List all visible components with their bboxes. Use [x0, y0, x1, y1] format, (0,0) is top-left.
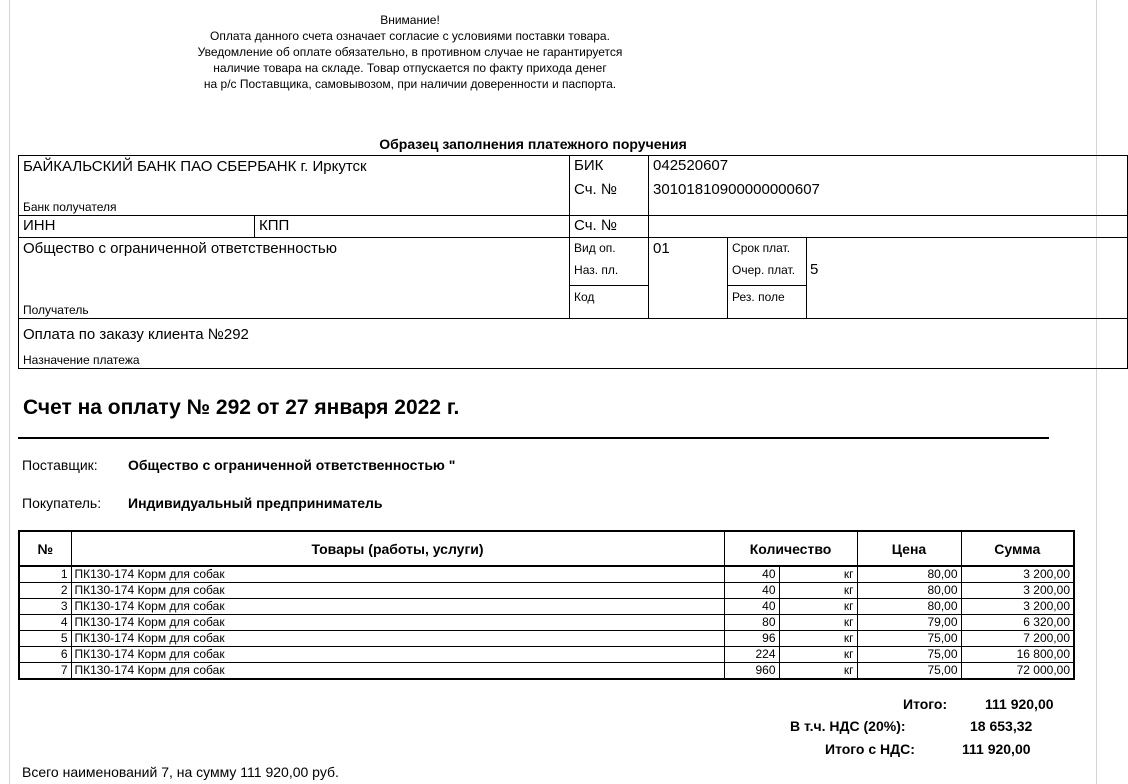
srok-plat-label: Срок плат. [728, 237, 807, 261]
row-product-name: ПК130-174 Корм для собак [71, 583, 724, 599]
row-price: 75,00 [857, 631, 961, 647]
naz-pl-label: Наз. пл. [570, 261, 649, 286]
account-label: Сч. № [570, 215, 649, 237]
warning-line: наличие товара на складе. Товар отпускается по факту прихода денег [213, 61, 607, 75]
row-unit: кг [779, 631, 857, 647]
warning-heading: Внимание! [380, 13, 440, 27]
table-row [19, 599, 1074, 615]
row-unit: кг [779, 583, 857, 599]
purpose-text: Оплата по заказу клиента №292 [23, 325, 249, 343]
row-unit: кг [779, 663, 857, 680]
kod-label: Код [570, 285, 649, 318]
warning-notice [160, 12, 660, 92]
recipient-name: Общество с ограниченной ответственностью [23, 239, 337, 257]
row-product-name: ПК130-174 Корм для собак [71, 566, 724, 583]
inn-label: ИНН [19, 215, 255, 237]
total-label: Итого: [903, 696, 948, 712]
row-quantity: 40 [724, 583, 779, 599]
table-row [19, 647, 1074, 663]
corr-account-label: Сч. № [570, 180, 649, 216]
vid-op-value: 01 [649, 237, 728, 318]
row-num: 5 [19, 631, 71, 647]
empty-cell [807, 237, 1128, 318]
kpp-label: КПП [255, 215, 570, 237]
bik-value: 042520607 [649, 156, 1128, 180]
buyer-value: Индивидуальный предприниматель [128, 495, 383, 511]
warning-line: Оплата данного счета означает согласие с условиями поставки товара. [210, 29, 610, 43]
row-quantity: 40 [724, 599, 779, 615]
row-product-name: ПК130-174 Корм для собак [71, 647, 724, 663]
row-price: 75,00 [857, 647, 961, 663]
header-goods: Товары (работы, услуги) [71, 531, 724, 566]
row-product-name: ПК130-174 Корм для собак [71, 663, 724, 680]
row-product-name: ПК130-174 Корм для собак [71, 615, 724, 631]
row-product-name: ПК130-174 Корм для собак [71, 631, 724, 647]
buyer-label: Покупатель: [22, 495, 102, 511]
payment-sample-title: Образец заполнения платежного поручения [379, 136, 687, 152]
recipient-caption: Получатель [23, 302, 89, 317]
page-right-border [1096, 0, 1097, 784]
payment-sample-table [18, 155, 1128, 369]
row-sum: 3 200,00 [961, 566, 1074, 583]
vat-label: В т.ч. НДС (20%): [790, 718, 906, 734]
ocher-plat-cell [728, 260, 819, 286]
vid-op-label: Вид оп. [570, 237, 649, 261]
row-quantity: 40 [724, 566, 779, 583]
row-sum: 16 800,00 [961, 647, 1074, 663]
ocher-plat-label: Очер. плат. [732, 262, 796, 277]
row-quantity: 96 [724, 631, 779, 647]
table-row [19, 615, 1074, 631]
row-quantity: 224 [724, 647, 779, 663]
buyer-row [22, 495, 383, 511]
supplier-label: Поставщик: [22, 457, 98, 473]
row-price: 79,00 [857, 615, 961, 631]
row-price: 80,00 [857, 583, 961, 599]
warning-line: на р/с Поставщика, самовывозом, при наличии доверенности и паспорта. [203, 77, 617, 91]
row-num: 1 [19, 566, 71, 583]
rez-pole-label: Рез. поле [728, 285, 807, 318]
row-price: 80,00 [857, 566, 961, 583]
row-num: 4 [19, 615, 71, 631]
row-unit: кг [779, 615, 857, 631]
header-price: Цена [857, 531, 961, 566]
supplier-row [22, 457, 455, 473]
row-quantity: 960 [724, 663, 779, 680]
warning-line: Уведомление об оплате обязательно, в противном случае не гарантируется [197, 45, 623, 59]
table-row [19, 566, 1074, 583]
header-sum: Сумма [961, 531, 1074, 566]
header-num: № [19, 531, 71, 566]
row-product-name: ПК130-174 Корм для собак [71, 599, 724, 615]
row-unit: кг [779, 566, 857, 583]
row-num: 2 [19, 583, 71, 599]
account-value [649, 215, 1128, 237]
purpose-cell [19, 318, 1128, 368]
bank-caption: Банк получателя [23, 199, 117, 214]
bank-name: БАЙКАЛЬСКИЙ БАНК ПАО СБЕРБАНК г. Иркутск [23, 158, 367, 175]
total-with-vat-value: 111 920,00 [962, 741, 1031, 757]
row-unit: кг [779, 647, 857, 663]
header-qty: Количество [724, 531, 857, 566]
bank-name-cell [19, 156, 570, 216]
corr-account-value: 30101810900000000607 [649, 180, 1128, 216]
vat-value: 18 653,32 [970, 718, 1033, 734]
total-with-vat-label: Итого с НДС: [825, 741, 915, 757]
row-sum: 7 200,00 [961, 631, 1074, 647]
purpose-caption: Назначение платежа [23, 352, 140, 367]
row-price: 75,00 [857, 663, 961, 680]
row-quantity: 80 [724, 615, 779, 631]
row-sum: 72 000,00 [961, 663, 1074, 680]
row-price: 80,00 [857, 599, 961, 615]
row-sum: 6 320,00 [961, 615, 1074, 631]
page-left-border [9, 0, 10, 784]
row-num: 7 [19, 663, 71, 680]
summary-line: Всего наименований 7, на сумму 111 920,00 руб. [22, 764, 339, 780]
table-row [19, 583, 1074, 599]
row-num: 3 [19, 599, 71, 615]
table-row [19, 663, 1074, 680]
row-sum: 3 200,00 [961, 599, 1074, 615]
row-num: 6 [19, 647, 71, 663]
total-value: 111 920,00 [985, 696, 1054, 712]
recipient-cell [19, 237, 570, 318]
bik-label: БИК [570, 156, 649, 180]
row-sum: 3 200,00 [961, 583, 1074, 599]
items-table [18, 530, 1075, 680]
title-divider [18, 437, 1049, 439]
ocher-plat-value: 5 [810, 260, 819, 278]
table-row [19, 631, 1074, 647]
row-unit: кг [779, 599, 857, 615]
supplier-value: Общество с ограниченной ответственностью " [128, 457, 456, 473]
invoice-title: Счет на оплату № 292 от 27 января 2022 г. [23, 396, 460, 419]
